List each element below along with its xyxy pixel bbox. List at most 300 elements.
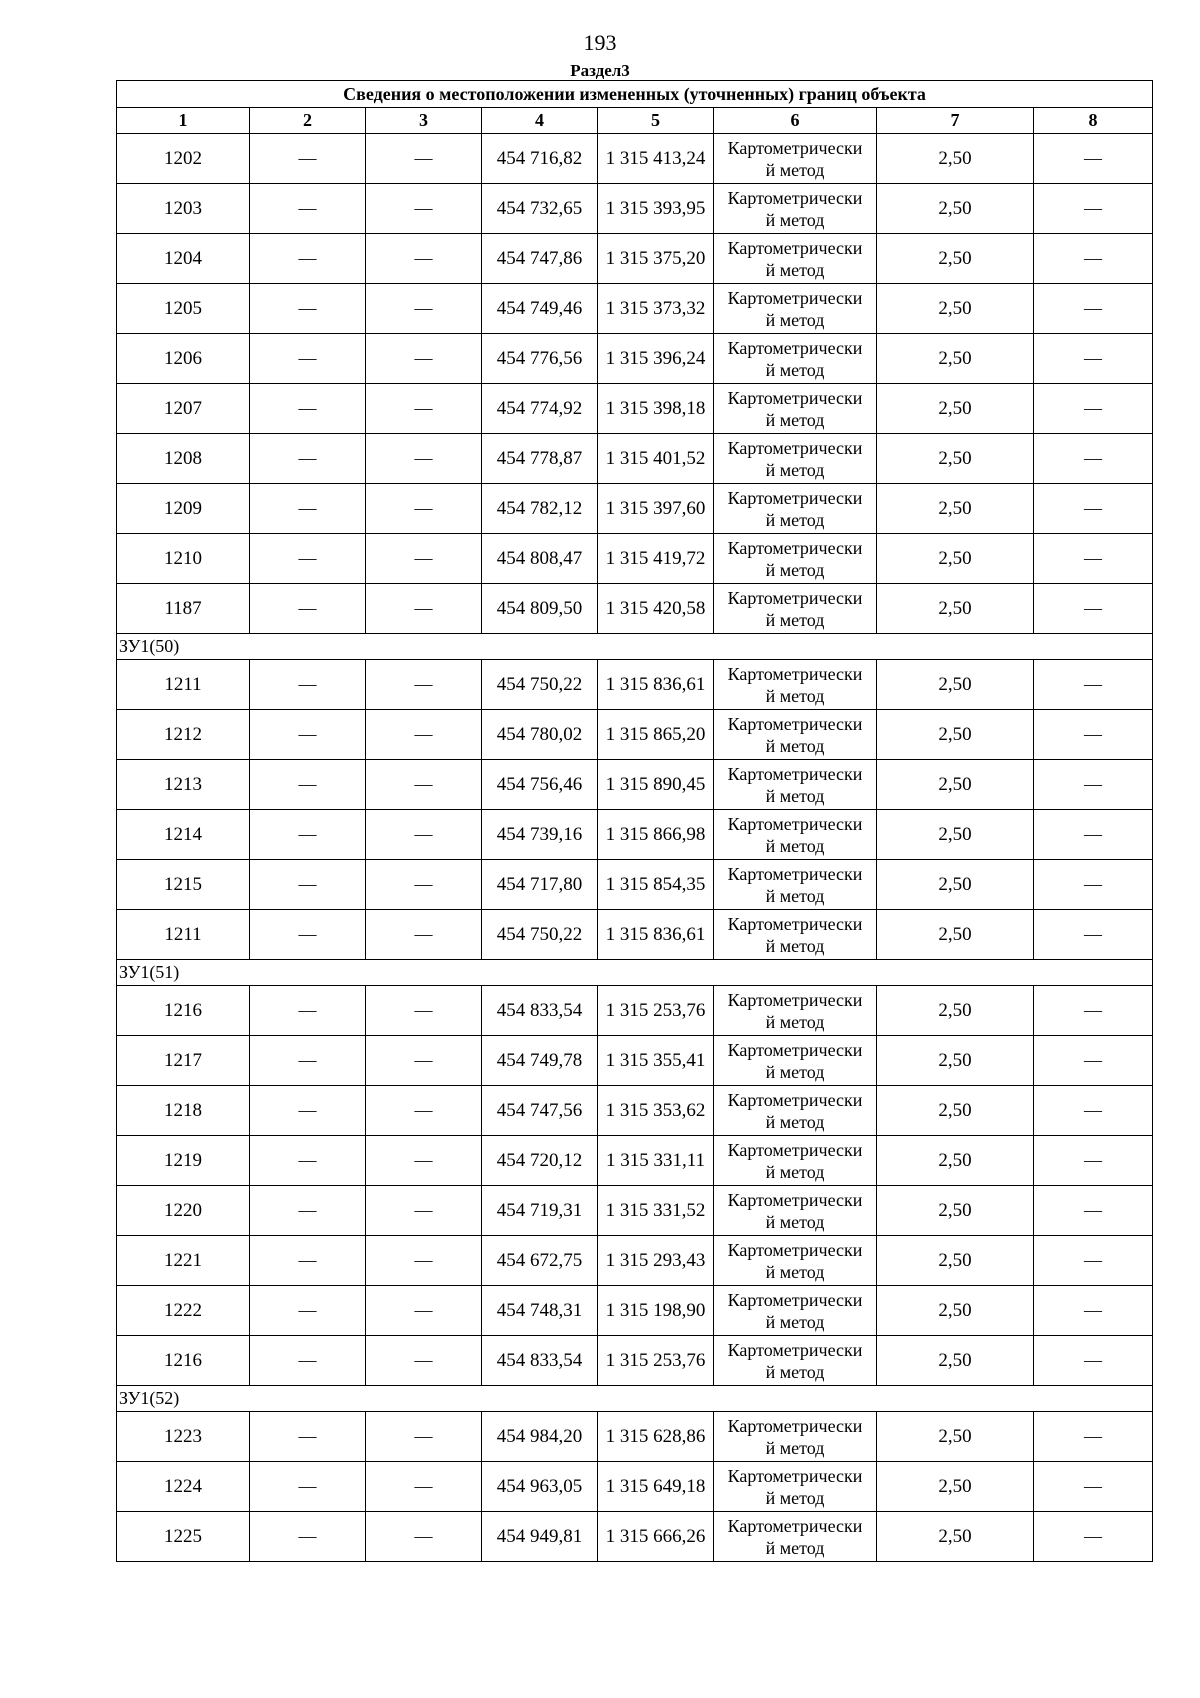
empty-dash-cell: — <box>250 910 366 960</box>
empty-dash-cell: — <box>250 1512 366 1562</box>
empty-dash-cell: — <box>250 710 366 760</box>
method-text-line1: Картометрически <box>727 587 863 608</box>
table-row <box>117 484 1153 534</box>
method-text-line1: Картометрически <box>727 1239 863 1260</box>
accuracy-cell: 2,50 <box>877 234 1034 284</box>
table-row <box>117 334 1153 384</box>
empty-dash-cell: — <box>366 334 482 384</box>
empty-dash-cell: — <box>366 184 482 234</box>
empty-dash-cell: — <box>1034 1186 1153 1236</box>
accuracy-cell: 2,50 <box>877 910 1034 960</box>
table-row <box>117 1462 1153 1512</box>
table-row <box>117 384 1153 434</box>
empty-dash-cell: — <box>366 1286 482 1336</box>
method-cell <box>714 1512 877 1562</box>
accuracy-cell: 2,50 <box>877 184 1034 234</box>
method-text-line2: й метод <box>765 209 825 230</box>
empty-dash-cell: — <box>1034 1236 1153 1286</box>
method-cell <box>714 1186 877 1236</box>
accuracy-cell: 2,50 <box>877 134 1034 184</box>
point-number-cell: 1209 <box>117 484 250 534</box>
method-text-line2: й метод <box>765 1061 825 1082</box>
empty-dash-cell: — <box>1034 860 1153 910</box>
accuracy-cell: 2,50 <box>877 660 1034 710</box>
table-row <box>117 1412 1153 1462</box>
point-number-cell: 1207 <box>117 384 250 434</box>
method-text-line2: й метод <box>765 259 825 280</box>
empty-dash-cell: — <box>366 1462 482 1512</box>
y-coordinate-cell: 1 315 393,95 <box>598 184 714 234</box>
x-coordinate-cell: 454 774,92 <box>482 384 598 434</box>
method-cell <box>714 910 877 960</box>
page-number: 193 <box>583 30 617 55</box>
method-cell <box>714 1236 877 1286</box>
y-coordinate-cell: 1 315 331,52 <box>598 1186 714 1236</box>
point-number-cell: 1216 <box>117 986 250 1036</box>
empty-dash-cell: — <box>1034 384 1153 434</box>
accuracy-cell: 2,50 <box>877 434 1034 484</box>
method-cell <box>714 534 877 584</box>
empty-dash-cell: — <box>366 910 482 960</box>
x-coordinate-cell: 454 749,46 <box>482 284 598 334</box>
table-row <box>117 284 1153 334</box>
empty-dash-cell: — <box>1034 134 1153 184</box>
x-coordinate-cell: 454 833,54 <box>482 986 598 1036</box>
y-coordinate-cell: 1 315 890,45 <box>598 760 714 810</box>
x-coordinate-cell: 454 749,78 <box>482 1036 598 1086</box>
empty-dash-cell: — <box>1034 1086 1153 1136</box>
method-cell <box>714 184 877 234</box>
empty-dash-cell: — <box>250 986 366 1036</box>
y-coordinate-cell: 1 315 666,26 <box>598 1512 714 1562</box>
empty-dash-cell: — <box>250 234 366 284</box>
y-coordinate-cell: 1 315 293,43 <box>598 1236 714 1286</box>
y-coordinate-cell: 1 315 253,76 <box>598 1336 714 1386</box>
method-cell <box>714 660 877 710</box>
empty-dash-cell: — <box>366 1336 482 1386</box>
method-text-line1: Картометрически <box>727 913 863 934</box>
method-text-line2: й метод <box>765 685 825 706</box>
column-number: 7 <box>877 108 1034 134</box>
point-number-cell: 1204 <box>117 234 250 284</box>
point-number-cell: 1213 <box>117 760 250 810</box>
accuracy-cell: 2,50 <box>877 860 1034 910</box>
empty-dash-cell: — <box>250 1336 366 1386</box>
method-text-line2: й метод <box>765 735 825 756</box>
empty-dash-cell: — <box>1034 986 1153 1036</box>
method-text-line2: й метод <box>765 559 825 580</box>
method-cell <box>714 860 877 910</box>
method-text-line2: й метод <box>765 1487 825 1508</box>
accuracy-cell: 2,50 <box>877 534 1034 584</box>
empty-dash-cell: — <box>250 1236 366 1286</box>
method-text-line2: й метод <box>765 459 825 480</box>
accuracy-cell: 2,50 <box>877 1036 1034 1086</box>
empty-dash-cell: — <box>1034 234 1153 284</box>
empty-dash-cell: — <box>250 1186 366 1236</box>
table-row <box>117 134 1153 184</box>
empty-dash-cell: — <box>366 760 482 810</box>
point-number-cell: 1218 <box>117 1086 250 1136</box>
empty-dash-cell: — <box>366 660 482 710</box>
empty-dash-cell: — <box>366 810 482 860</box>
method-cell <box>714 584 877 634</box>
empty-dash-cell: — <box>1034 534 1153 584</box>
table-row <box>117 1236 1153 1286</box>
x-coordinate-cell: 454 748,31 <box>482 1286 598 1336</box>
method-cell <box>714 1286 877 1336</box>
table-row <box>117 534 1153 584</box>
empty-dash-cell: — <box>250 384 366 434</box>
table-row <box>117 760 1153 810</box>
method-text-line2: й метод <box>765 1211 825 1232</box>
method-text-line2: й метод <box>765 609 825 630</box>
empty-dash-cell: — <box>366 134 482 184</box>
point-number-cell: 1215 <box>117 860 250 910</box>
accuracy-cell: 2,50 <box>877 584 1034 634</box>
method-cell <box>714 986 877 1036</box>
empty-dash-cell: — <box>1034 1286 1153 1336</box>
method-text-line1: Картометрически <box>727 487 863 508</box>
y-coordinate-cell: 1 315 866,98 <box>598 810 714 860</box>
method-text-line1: Картометрически <box>727 1289 863 1310</box>
table-row <box>117 1086 1153 1136</box>
empty-dash-cell: — <box>250 1412 366 1462</box>
method-cell <box>714 484 877 534</box>
method-text-line1: Картометрически <box>727 863 863 884</box>
method-text-line2: й метод <box>765 1437 825 1458</box>
accuracy-cell: 2,50 <box>877 384 1034 434</box>
empty-dash-cell: — <box>250 1286 366 1336</box>
method-text-line2: й метод <box>765 309 825 330</box>
empty-dash-cell: — <box>1034 284 1153 334</box>
empty-dash-cell: — <box>250 134 366 184</box>
point-number-cell: 1187 <box>117 584 250 634</box>
method-text-line1: Картометрически <box>727 1089 863 1110</box>
point-number-cell: 1212 <box>117 710 250 760</box>
method-text-line2: й метод <box>765 1261 825 1282</box>
point-number-cell: 1202 <box>117 134 250 184</box>
y-coordinate-cell: 1 315 854,35 <box>598 860 714 910</box>
empty-dash-cell: — <box>366 1036 482 1086</box>
method-text-line1: Картометрически <box>727 1339 863 1360</box>
method-text-line1: Картометрически <box>727 437 863 458</box>
y-coordinate-cell: 1 315 398,18 <box>598 384 714 434</box>
empty-dash-cell: — <box>1034 484 1153 534</box>
x-coordinate-cell: 454 717,80 <box>482 860 598 910</box>
method-text-line2: й метод <box>765 159 825 180</box>
method-text-line2: й метод <box>765 1111 825 1132</box>
y-coordinate-cell: 1 315 865,20 <box>598 710 714 760</box>
x-coordinate-cell: 454 739,16 <box>482 810 598 860</box>
method-cell <box>714 810 877 860</box>
method-text-line2: й метод <box>765 509 825 530</box>
method-text-line1: Картометрически <box>727 1465 863 1486</box>
accuracy-cell: 2,50 <box>877 1336 1034 1386</box>
y-coordinate-cell: 1 315 375,20 <box>598 234 714 284</box>
empty-dash-cell: — <box>366 1236 482 1286</box>
method-text-line2: й метод <box>765 1361 825 1382</box>
table-body <box>117 134 1153 1562</box>
table-caption: Сведения о местоположении измененных (уточненных) границ объекта <box>117 81 1153 108</box>
method-cell <box>714 234 877 284</box>
method-text-line1: Картометрически <box>727 663 863 684</box>
x-coordinate-cell: 454 756,46 <box>482 760 598 810</box>
x-coordinate-cell: 454 732,65 <box>482 184 598 234</box>
empty-dash-cell: — <box>1034 1462 1153 1512</box>
method-text-line1: Картометрически <box>727 1189 863 1210</box>
empty-dash-cell: — <box>1034 1136 1153 1186</box>
method-text-line2: й метод <box>765 935 825 956</box>
column-number: 4 <box>482 108 598 134</box>
x-coordinate-cell: 454 750,22 <box>482 660 598 710</box>
column-numbers-row <box>117 108 1153 134</box>
point-number-cell: 1222 <box>117 1286 250 1336</box>
empty-dash-cell: — <box>1034 1336 1153 1386</box>
parcel-group-row <box>117 1386 1153 1412</box>
empty-dash-cell: — <box>366 860 482 910</box>
point-number-cell: 1225 <box>117 1512 250 1562</box>
point-number-cell: 1210 <box>117 534 250 584</box>
method-text-line1: Картометрически <box>727 337 863 358</box>
method-text-line2: й метод <box>765 835 825 856</box>
y-coordinate-cell: 1 315 836,61 <box>598 660 714 710</box>
method-cell <box>714 284 877 334</box>
x-coordinate-cell: 454 963,05 <box>482 1462 598 1512</box>
empty-dash-cell: — <box>1034 910 1153 960</box>
x-coordinate-cell: 454 747,56 <box>482 1086 598 1136</box>
table-row <box>117 1286 1153 1336</box>
point-number-cell: 1205 <box>117 284 250 334</box>
empty-dash-cell: — <box>366 710 482 760</box>
accuracy-cell: 2,50 <box>877 710 1034 760</box>
empty-dash-cell: — <box>366 534 482 584</box>
accuracy-cell: 2,50 <box>877 760 1034 810</box>
empty-dash-cell: — <box>250 1036 366 1086</box>
table-row <box>117 710 1153 760</box>
table-row <box>117 1512 1153 1562</box>
table-row <box>117 184 1153 234</box>
x-coordinate-cell: 454 747,86 <box>482 234 598 284</box>
point-number-cell: 1211 <box>117 660 250 710</box>
y-coordinate-cell: 1 315 401,52 <box>598 434 714 484</box>
method-cell <box>714 1462 877 1512</box>
point-number-cell: 1219 <box>117 1136 250 1186</box>
empty-dash-cell: — <box>366 1412 482 1462</box>
point-number-cell: 1216 <box>117 1336 250 1386</box>
empty-dash-cell: — <box>1034 1512 1153 1562</box>
point-number-cell: 1223 <box>117 1412 250 1462</box>
method-text-line1: Картометрически <box>727 237 863 258</box>
x-coordinate-cell: 454 833,54 <box>482 1336 598 1386</box>
empty-dash-cell: — <box>250 284 366 334</box>
parcel-group-row <box>117 960 1153 986</box>
empty-dash-cell: — <box>366 986 482 1036</box>
column-number: 3 <box>366 108 482 134</box>
empty-dash-cell: — <box>1034 760 1153 810</box>
empty-dash-cell: — <box>1034 1412 1153 1462</box>
empty-dash-cell: — <box>250 860 366 910</box>
empty-dash-cell: — <box>366 234 482 284</box>
empty-dash-cell: — <box>366 1136 482 1186</box>
parcel-group-label: ЗУ1(52) <box>117 1386 1153 1412</box>
empty-dash-cell: — <box>250 760 366 810</box>
x-coordinate-cell: 454 716,82 <box>482 134 598 184</box>
empty-dash-cell: — <box>250 184 366 234</box>
boundary-coordinates-table <box>116 80 1153 1562</box>
parcel-group-label: ЗУ1(50) <box>117 634 1153 660</box>
point-number-cell: 1221 <box>117 1236 250 1286</box>
empty-dash-cell: — <box>1034 584 1153 634</box>
method-text-line1: Картометрически <box>727 1415 863 1436</box>
method-text-line1: Картометрически <box>727 1515 863 1536</box>
empty-dash-cell: — <box>250 434 366 484</box>
y-coordinate-cell: 1 315 397,60 <box>598 484 714 534</box>
empty-dash-cell: — <box>366 1512 482 1562</box>
y-coordinate-cell: 1 315 353,62 <box>598 1086 714 1136</box>
empty-dash-cell: — <box>1034 660 1153 710</box>
empty-dash-cell: — <box>1034 1036 1153 1086</box>
y-coordinate-cell: 1 315 420,58 <box>598 584 714 634</box>
column-number: 2 <box>250 108 366 134</box>
point-number-cell: 1220 <box>117 1186 250 1236</box>
y-coordinate-cell: 1 315 836,61 <box>598 910 714 960</box>
method-cell <box>714 434 877 484</box>
x-coordinate-cell: 454 782,12 <box>482 484 598 534</box>
y-coordinate-cell: 1 315 198,90 <box>598 1286 714 1336</box>
point-number-cell: 1206 <box>117 334 250 384</box>
accuracy-cell: 2,50 <box>877 1462 1034 1512</box>
column-number: 1 <box>117 108 250 134</box>
method-text-line2: й метод <box>765 1311 825 1332</box>
x-coordinate-cell: 454 750,22 <box>482 910 598 960</box>
column-number: 8 <box>1034 108 1153 134</box>
x-coordinate-cell: 454 808,47 <box>482 534 598 584</box>
x-coordinate-cell: 454 778,87 <box>482 434 598 484</box>
method-text-line1: Картометрически <box>727 137 863 158</box>
column-number: 5 <box>598 108 714 134</box>
empty-dash-cell: — <box>250 660 366 710</box>
method-text-line1: Картометрически <box>727 287 863 308</box>
empty-dash-cell: — <box>250 1462 366 1512</box>
point-number-cell: 1211 <box>117 910 250 960</box>
empty-dash-cell: — <box>250 810 366 860</box>
method-text-line2: й метод <box>765 409 825 430</box>
empty-dash-cell: — <box>250 584 366 634</box>
accuracy-cell: 2,50 <box>877 1236 1034 1286</box>
empty-dash-cell: — <box>1034 810 1153 860</box>
method-text-line1: Картометрически <box>727 537 863 558</box>
y-coordinate-cell: 1 315 413,24 <box>598 134 714 184</box>
empty-dash-cell: — <box>1034 184 1153 234</box>
method-cell <box>714 384 877 434</box>
empty-dash-cell: — <box>366 1186 482 1236</box>
point-number-cell: 1224 <box>117 1462 250 1512</box>
method-text-line1: Картометрически <box>727 813 863 834</box>
method-cell <box>714 1086 877 1136</box>
method-text-line1: Картометрически <box>727 387 863 408</box>
table-row <box>117 910 1153 960</box>
x-coordinate-cell: 454 776,56 <box>482 334 598 384</box>
parcel-group-label: ЗУ1(51) <box>117 960 1153 986</box>
x-coordinate-cell: 454 719,31 <box>482 1186 598 1236</box>
point-number-cell: 1203 <box>117 184 250 234</box>
method-text-line2: й метод <box>765 1537 825 1558</box>
accuracy-cell: 2,50 <box>877 810 1034 860</box>
accuracy-cell: 2,50 <box>877 1136 1034 1186</box>
empty-dash-cell: — <box>366 284 482 334</box>
y-coordinate-cell: 1 315 373,32 <box>598 284 714 334</box>
method-text-line1: Картометрически <box>727 763 863 784</box>
accuracy-cell: 2,50 <box>877 1412 1034 1462</box>
method-cell <box>714 760 877 810</box>
method-text-line2: й метод <box>765 1161 825 1182</box>
column-number: 6 <box>714 108 877 134</box>
method-cell <box>714 1136 877 1186</box>
method-cell <box>714 134 877 184</box>
y-coordinate-cell: 1 315 355,41 <box>598 1036 714 1086</box>
method-text-line1: Картометрически <box>727 187 863 208</box>
point-number-cell: 1217 <box>117 1036 250 1086</box>
accuracy-cell: 2,50 <box>877 1086 1034 1136</box>
method-cell <box>714 710 877 760</box>
method-text-line1: Картометрически <box>727 713 863 734</box>
accuracy-cell: 2,50 <box>877 1186 1034 1236</box>
accuracy-cell: 2,50 <box>877 986 1034 1036</box>
method-text-line1: Картометрически <box>727 1039 863 1060</box>
method-text-line1: Картометрически <box>727 1139 863 1160</box>
method-text-line1: Картометрически <box>727 989 863 1010</box>
point-number-cell: 1208 <box>117 434 250 484</box>
y-coordinate-cell: 1 315 419,72 <box>598 534 714 584</box>
y-coordinate-cell: 1 315 649,18 <box>598 1462 714 1512</box>
empty-dash-cell: — <box>250 1136 366 1186</box>
empty-dash-cell: — <box>366 584 482 634</box>
method-cell <box>714 1336 877 1386</box>
x-coordinate-cell: 454 720,12 <box>482 1136 598 1186</box>
y-coordinate-cell: 1 315 331,11 <box>598 1136 714 1186</box>
empty-dash-cell: — <box>366 384 482 434</box>
empty-dash-cell: — <box>1034 434 1153 484</box>
x-coordinate-cell: 454 809,50 <box>482 584 598 634</box>
accuracy-cell: 2,50 <box>877 334 1034 384</box>
accuracy-cell: 2,50 <box>877 1512 1034 1562</box>
x-coordinate-cell: 454 984,20 <box>482 1412 598 1462</box>
y-coordinate-cell: 1 315 396,24 <box>598 334 714 384</box>
empty-dash-cell: — <box>250 1086 366 1136</box>
empty-dash-cell: — <box>1034 334 1153 384</box>
y-coordinate-cell: 1 315 253,76 <box>598 986 714 1036</box>
table-row <box>117 1036 1153 1086</box>
section-title: Раздел3 <box>570 61 630 80</box>
table-row <box>117 434 1153 484</box>
accuracy-cell: 2,50 <box>877 284 1034 334</box>
parcel-group-row <box>117 634 1153 660</box>
point-number-cell: 1214 <box>117 810 250 860</box>
table-row <box>117 986 1153 1036</box>
table-row <box>117 1186 1153 1236</box>
table-row <box>117 1136 1153 1186</box>
method-text-line2: й метод <box>765 885 825 906</box>
method-cell <box>714 1412 877 1462</box>
empty-dash-cell: — <box>250 534 366 584</box>
empty-dash-cell: — <box>366 1086 482 1136</box>
method-text-line2: й метод <box>765 785 825 806</box>
table-row <box>117 860 1153 910</box>
empty-dash-cell: — <box>250 484 366 534</box>
method-cell <box>714 334 877 384</box>
table-row <box>117 810 1153 860</box>
